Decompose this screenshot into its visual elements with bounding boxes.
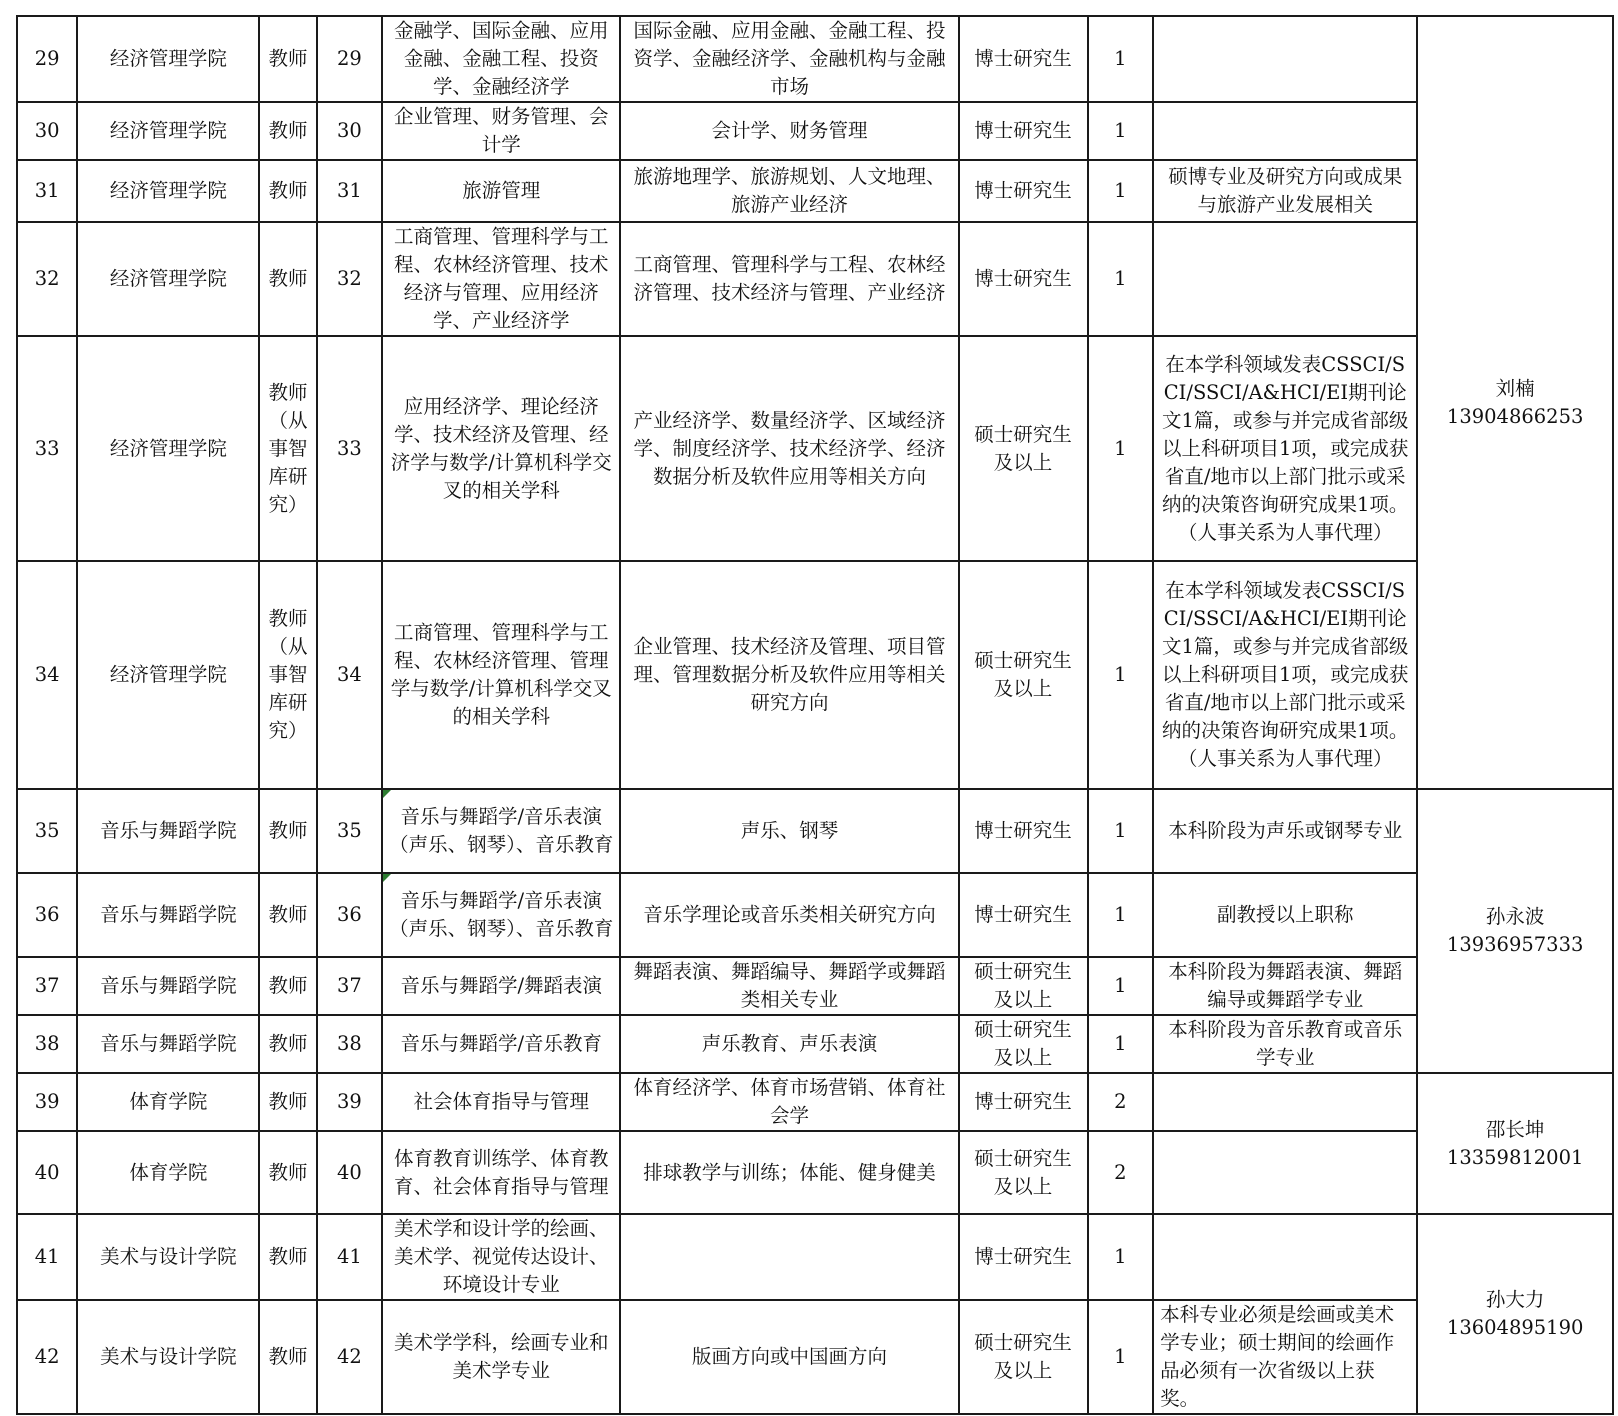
- cell-no: 39: [17, 1073, 77, 1131]
- cell-post: 教师: [259, 1300, 316, 1414]
- cell-college: 体育学院: [77, 1073, 259, 1131]
- cell-other: 本科阶段为音乐教育或音乐学专业: [1153, 1015, 1417, 1073]
- cell-code: 41: [317, 1214, 383, 1300]
- cell-count: 1: [1088, 1015, 1154, 1073]
- cell-count: 1: [1088, 102, 1154, 160]
- cell-major: 美术学和设计学的绘画、美术学、视觉传达设计、环境设计专业: [382, 1214, 620, 1300]
- table-row: [17, 222, 1613, 336]
- cell-direction: 工商管理、管理科学与工程、农林经济管理、技术经济与管理、产业经济: [620, 222, 958, 336]
- table-row: [17, 1015, 1613, 1073]
- table-row: [17, 160, 1613, 222]
- contact-phone: 13604895190: [1446, 1316, 1584, 1339]
- cell-no: 35: [17, 789, 77, 873]
- cell-no: 40: [17, 1131, 77, 1214]
- cell-direction: 体育经济学、体育市场营销、体育社会学: [620, 1073, 958, 1131]
- cell-count: 1: [1088, 561, 1154, 789]
- table-row: [17, 16, 1613, 102]
- contact-name: 邵长坤: [1485, 1117, 1545, 1141]
- cell-other: 副教授以上职称: [1153, 873, 1417, 957]
- cell-post: 教师: [259, 1131, 316, 1214]
- cell-count: 1: [1088, 957, 1154, 1015]
- table-row: [17, 102, 1613, 160]
- cell-count: 1: [1088, 16, 1154, 102]
- cell-count: 1: [1088, 1214, 1154, 1300]
- cell-post: 教师: [259, 873, 316, 957]
- cell-college: 经济管理学院: [77, 102, 259, 160]
- cell-count: 2: [1088, 1131, 1154, 1214]
- cell-major: 应用经济学、理论经济学、技术经济及管理、经济学与数学/计算机科学交叉的相关学科: [382, 336, 620, 561]
- cell-direction: 旅游地理学、旅游规划、人文地理、旅游产业经济: [620, 160, 958, 222]
- cell-college: 音乐与舞蹈学院: [77, 873, 259, 957]
- cell-direction: 产业经济学、数量经济学、区域经济学、制度经济学、技术经济学、经济数据分析及软件应用等相关方向: [620, 336, 958, 561]
- cell-education: 博士研究生: [959, 160, 1088, 222]
- cell-post: 教师（从事智库研究）: [259, 561, 316, 789]
- table-row: [17, 873, 1613, 957]
- cell-direction: 企业管理、技术经济及管理、项目管理、管理数据分析及软件应用等相关研究方向: [620, 561, 958, 789]
- cell-direction: 音乐学理论或音乐类相关研究方向: [620, 873, 958, 957]
- cell-code: 42: [317, 1300, 383, 1414]
- cell-direction: 声乐教育、声乐表演: [620, 1015, 958, 1073]
- cell-education: 博士研究生: [959, 16, 1088, 102]
- cell-major: 金融学、国际金融、应用金融、金融工程、投资学、金融经济学: [382, 16, 620, 102]
- cell-direction: 排球教学与训练；体能、健身健美: [620, 1131, 958, 1214]
- cell-other: [1153, 102, 1417, 160]
- cell-other: 本科阶段为声乐或钢琴专业: [1153, 789, 1417, 873]
- cell-post: 教师: [259, 789, 316, 873]
- cell-direction: 国际金融、应用金融、金融工程、投资学、金融经济学、金融机构与金融市场: [620, 16, 958, 102]
- cell-no: 29: [17, 16, 77, 102]
- cell-code: 38: [317, 1015, 383, 1073]
- cell-major: 企业管理、财务管理、会计学: [382, 102, 620, 160]
- cell-count: 1: [1088, 1300, 1154, 1414]
- cell-major: 体育教育训练学、体育教育、社会体育指导与管理: [382, 1131, 620, 1214]
- cell-college: 经济管理学院: [77, 16, 259, 102]
- cell-college: 经济管理学院: [77, 160, 259, 222]
- cell-no: 38: [17, 1015, 77, 1073]
- cell-post: 教师: [259, 957, 316, 1015]
- table-row: [17, 789, 1613, 873]
- cell-code: 35: [317, 789, 383, 873]
- cell-college: 美术与设计学院: [77, 1300, 259, 1414]
- cell-post: 教师: [259, 1073, 316, 1131]
- cell-post: 教师: [259, 16, 316, 102]
- cell-no: 42: [17, 1300, 77, 1414]
- cell-post: 教师: [259, 160, 316, 222]
- table-row: [17, 561, 1613, 789]
- cell-major: 工商管理、管理科学与工程、农林经济管理、技术经济与管理、应用经济学、产业经济学: [382, 222, 620, 336]
- cell-other: 在本学科领域发表CSSCI/SCI/SSCI/A&HCI/EI期刊论文1篇，或参与并完成省部级以上科研项目1项，或完成获省直/地市以上部门批示或采纳的决策咨询研究成果1项。（人事关系为人事代理）: [1153, 336, 1417, 561]
- recruitment-table: [16, 15, 1614, 1415]
- cell-count: 1: [1088, 789, 1154, 873]
- cell-education: 博士研究生: [959, 1214, 1088, 1300]
- contact-phone: 13904866253: [1446, 404, 1584, 428]
- cell-college: 美术与设计学院: [77, 1214, 259, 1300]
- cell-code: 30: [317, 102, 383, 160]
- cell-no: 30: [17, 102, 77, 160]
- contact-cell-2: [1417, 789, 1613, 1073]
- cell-major: 社会体育指导与管理: [382, 1073, 620, 1131]
- cell-code: 34: [317, 561, 383, 789]
- contact-cell-3: [1417, 1073, 1613, 1214]
- cell-other: 本科专业必须是绘画或美术学专业；硕士期间的绘画作品必须有一次省级以上获奖。: [1153, 1300, 1417, 1414]
- table-row: [17, 336, 1613, 561]
- cell-post: 教师: [259, 222, 316, 336]
- cell-college: 音乐与舞蹈学院: [77, 1015, 259, 1073]
- cell-other: 在本学科领域发表CSSCI/SCI/SSCI/A&HCI/EI期刊论文1篇，或参与并完成省部级以上科研项目1项，或完成获省直/地市以上部门批示或采纳的决策咨询研究成果1项。（人事关系为人事代理）: [1153, 561, 1417, 789]
- cell-major: 音乐与舞蹈学/舞蹈表演: [382, 957, 620, 1015]
- table-row: [17, 1214, 1613, 1300]
- cell-count: 1: [1088, 336, 1154, 561]
- cell-major: 音乐与舞蹈学/音乐表演（声乐、钢琴）、音乐教育: [382, 789, 620, 873]
- cell-major: 工商管理、管理科学与工程、农林经济管理、管理学与数学/计算机科学交叉的相关学科: [382, 561, 620, 789]
- contact-phone: 13936957333: [1446, 933, 1584, 956]
- table-row: [17, 1073, 1613, 1131]
- cell-no: 37: [17, 957, 77, 1015]
- table-row: [17, 957, 1613, 1015]
- cell-education: 博士研究生: [959, 222, 1088, 336]
- cell-no: 41: [17, 1214, 77, 1300]
- cell-other: 本科阶段为舞蹈表演、舞蹈编导或舞蹈学专业: [1153, 957, 1417, 1015]
- cell-code: 36: [317, 873, 383, 957]
- cell-direction: 舞蹈表演、舞蹈编导、舞蹈学或舞蹈类相关专业: [620, 957, 958, 1015]
- cell-count: 1: [1088, 222, 1154, 336]
- cell-other: [1153, 222, 1417, 336]
- recruitment-table-container: [16, 15, 1614, 1415]
- cell-education: 硕士研究生及以上: [959, 336, 1088, 561]
- cell-education: 博士研究生: [959, 873, 1088, 957]
- cell-college: 经济管理学院: [77, 561, 259, 789]
- cell-major: 音乐与舞蹈学/音乐教育: [382, 1015, 620, 1073]
- cell-code: 37: [317, 957, 383, 1015]
- cell-count: 1: [1088, 160, 1154, 222]
- cell-code: 39: [317, 1073, 383, 1131]
- cell-other: [1153, 1214, 1417, 1300]
- cell-other: [1153, 16, 1417, 102]
- cell-code: 32: [317, 222, 383, 336]
- cell-education: 博士研究生: [959, 1073, 1088, 1131]
- cell-no: 33: [17, 336, 77, 561]
- cell-no: 36: [17, 873, 77, 957]
- cell-college: 经济管理学院: [77, 222, 259, 336]
- cell-education: 硕士研究生及以上: [959, 1015, 1088, 1073]
- cell-other: [1153, 1131, 1417, 1214]
- cell-post: 教师: [259, 1214, 316, 1300]
- cell-education: 博士研究生: [959, 102, 1088, 160]
- cell-education: 硕士研究生及以上: [959, 561, 1088, 789]
- cell-direction: 版画方向或中国画方向: [620, 1300, 958, 1414]
- cell-major: 旅游管理: [382, 160, 620, 222]
- contact-cell-1: [1417, 16, 1613, 789]
- contact-phone: 13359812001: [1446, 1145, 1584, 1169]
- cell-post: 教师（从事智库研究）: [259, 336, 316, 561]
- contact-name: 刘楠: [1495, 376, 1535, 400]
- cell-education: 硕士研究生及以上: [959, 1131, 1088, 1214]
- contact-cell-4: [1417, 1214, 1613, 1414]
- contact-name: 孙永波: [1485, 905, 1545, 928]
- cell-code: 31: [317, 160, 383, 222]
- cell-post: 教师: [259, 102, 316, 160]
- cell-no: 31: [17, 160, 77, 222]
- cell-education: 博士研究生: [959, 789, 1088, 873]
- cell-count: 2: [1088, 1073, 1154, 1131]
- cell-count: 1: [1088, 873, 1154, 957]
- cell-code: 33: [317, 336, 383, 561]
- cell-college: 体育学院: [77, 1131, 259, 1214]
- cell-major: 美术学学科，绘画专业和美术学专业: [382, 1300, 620, 1414]
- table-row: [17, 1131, 1613, 1214]
- cell-education: 硕士研究生及以上: [959, 957, 1088, 1015]
- cell-college: 经济管理学院: [77, 336, 259, 561]
- cell-direction: [620, 1214, 958, 1300]
- cell-post: 教师: [259, 1015, 316, 1073]
- cell-college: 音乐与舞蹈学院: [77, 789, 259, 873]
- cell-other: 硕博专业及研究方向或成果与旅游产业发展相关: [1153, 160, 1417, 222]
- cell-direction: 声乐、钢琴: [620, 789, 958, 873]
- cell-major: 音乐与舞蹈学/音乐表演（声乐、钢琴）、音乐教育: [382, 873, 620, 957]
- cell-code: 29: [317, 16, 383, 102]
- cell-college: 音乐与舞蹈学院: [77, 957, 259, 1015]
- cell-no: 34: [17, 561, 77, 789]
- cell-code: 40: [317, 1131, 383, 1214]
- table-row: [17, 1300, 1613, 1414]
- contact-name: 孙大力: [1485, 1288, 1545, 1311]
- cell-other: [1153, 1073, 1417, 1131]
- cell-direction: 会计学、财务管理: [620, 102, 958, 160]
- cell-education: 硕士研究生及以上: [959, 1300, 1088, 1414]
- cell-no: 32: [17, 222, 77, 336]
